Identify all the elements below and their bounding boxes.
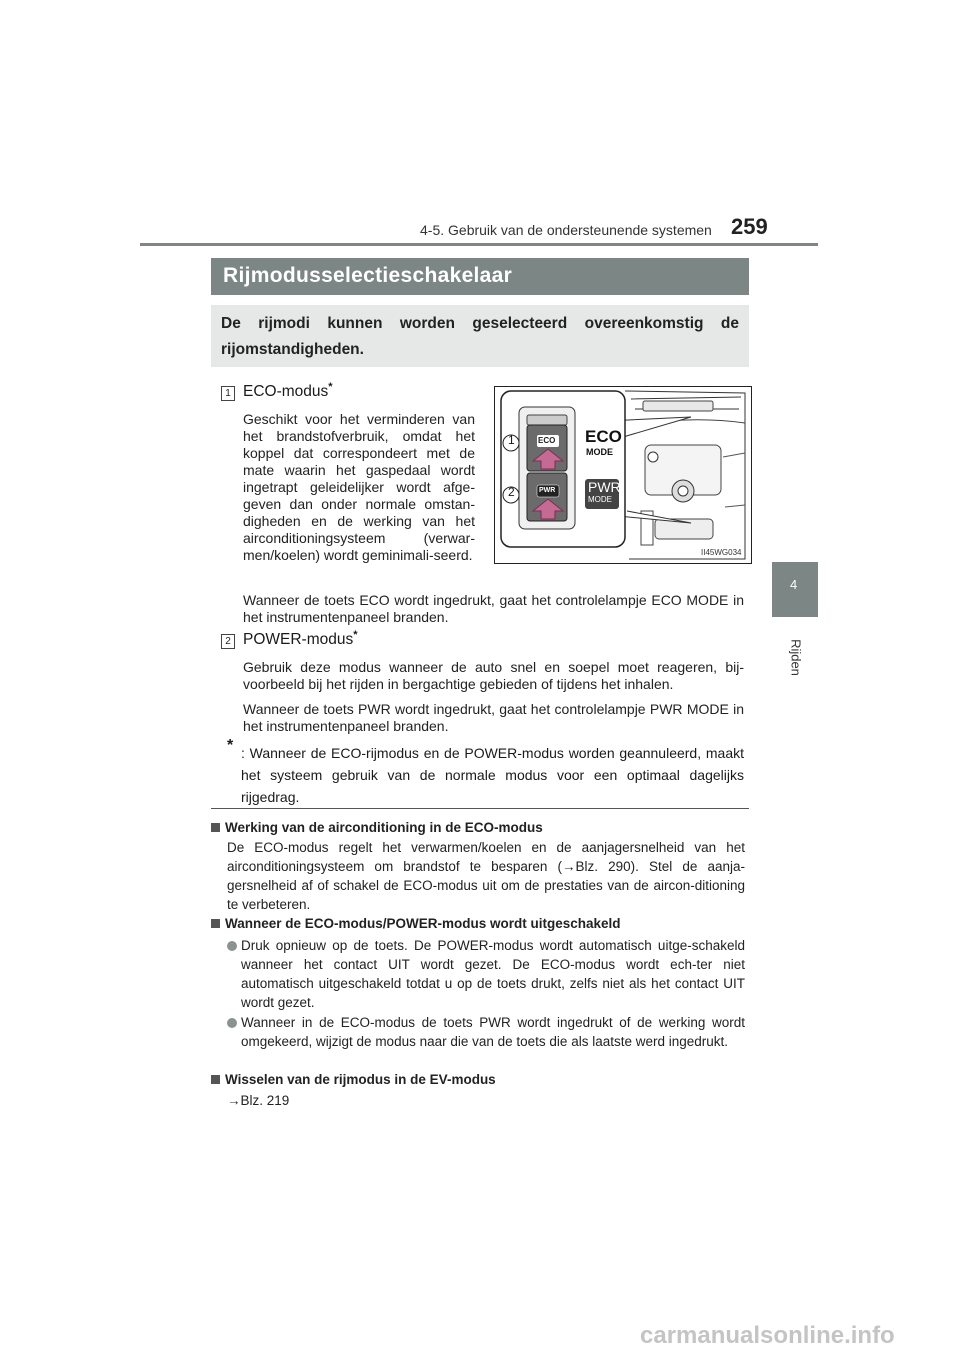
section-divider — [211, 808, 749, 809]
note-2-bullet-2: Wanneer in de ECO-modus de toets PWR wordt ingedrukt of de werking wordt omgekeerd, wijzigt de modus naar die van de toets die als laatste werd ingedrukt. — [241, 1015, 745, 1049]
round-bullet-icon — [227, 941, 237, 951]
section-breadcrumb: 4-5. Gebruik van de ondersteunende systemen — [420, 222, 712, 238]
watermark: carmanualsonline.info — [640, 1322, 895, 1349]
callout-2: 2 — [508, 485, 515, 499]
section-title: Rijmodusselectieschakelaar — [223, 264, 513, 287]
eco-indicator-top: ECO — [585, 427, 622, 446]
pwr-button-label: PWR — [539, 487, 556, 494]
round-bullet-icon — [227, 1018, 237, 1028]
note-1-heading: Werking van de airconditioning in de ECO-modus — [211, 820, 543, 835]
square-bullet-icon — [211, 1075, 220, 1084]
note-3-page-ref[interactable]: →Blz. 219 — [227, 1093, 290, 1108]
item-1-heading: ECO-modus* — [243, 381, 333, 401]
item-2-number: 2 — [221, 634, 235, 649]
item-2-indicator-note: Wanneer de toets PWR wordt ingedrukt, gaat het controlelampje PWR MODE in het instrumentenpaneel branden. — [243, 701, 744, 734]
note-2-bullet-1: Druk opnieuw op de toets. De POWER-modus wordt automatisch uitge-schakeld wanneer het contact UIT wordt gezet. De ECO-modus wordt ech-ter niet automatisch uitgeschakeld totdat u op de toets drukt, zelfs niet als het contact UIT wordt gezet. — [241, 938, 745, 1010]
item-1-indicator-note: Wanneer de toets ECO wordt ingedrukt, gaat het controlelampje ECO MODE in het instrumentenpaneel branden. — [243, 592, 744, 625]
square-bullet-icon — [211, 823, 220, 832]
note-2-heading: Wanneer de ECO-modus/POWER-modus wordt uitgeschakeld — [211, 916, 621, 931]
pwr-indicator-bottom: MODE — [588, 495, 612, 504]
asterisk-marker: * — [353, 629, 358, 641]
chapter-number: 4 — [790, 577, 798, 592]
header-rule — [140, 243, 818, 246]
pwr-indicator-top: PWR — [588, 479, 621, 495]
intro-text: De rijmodi kunnen worden geselecteerd overeenkomstig de rijomstandigheden. — [221, 315, 739, 358]
page-number: 259 — [731, 214, 768, 239]
asterisk-marker: * — [328, 381, 333, 393]
item-1-number: 1 — [221, 386, 235, 401]
footnote-marker: * — [227, 737, 234, 754]
figure-code: II45WG034 — [701, 548, 742, 557]
square-bullet-icon — [211, 919, 220, 928]
note-3-heading: Wisselen van de rijmodus in de EV-modus — [211, 1072, 496, 1087]
chapter-label: Rijden — [788, 639, 804, 676]
console-drawing — [495, 387, 751, 563]
eco-indicator-bottom: MODE — [586, 447, 613, 457]
switch-illustration — [494, 386, 752, 564]
item-2-description: Gebruik deze modus wanneer de auto snel en soepel moet reageren, bij-voorbeeld bij het rijden in bergachtige gebieden of tijdens het inhalen. — [243, 659, 744, 692]
item-1-description: Geschikt voor het verminderen van het brandstofverbruik, omdat het koppel dat correspondeert met de mate waarin het gaspedaal wordt ingetrapt geleidelijker wordt afge-geven dan onder normale omstan-digheden en de werking van het airconditioningsysteem (verwar-men/koelen) wordt geminimali-seerd. — [243, 411, 475, 563]
eco-button-label: ECO — [538, 436, 556, 445]
item-2-heading: POWER-modus* — [243, 629, 358, 649]
callout-1: 1 — [508, 433, 515, 447]
note-1-text: De ECO-modus regelt het verwarmen/koelen en de aanjagersnelheid van het airconditioningsysteem om brandstof te besparen (→Blz. 290). Stel de aanja-gersnelheid af of schakel de ECO-modus uit om de prestaties van de aircon-ditioning te verbeteren. — [227, 840, 745, 912]
footnote-text: : Wanneer de ECO-rijmodus en de POWER-modus worden geannuleerd, maakt het systeem gebruik van de normale modus voor een optimaal dagelijks rijgedrag. — [241, 745, 744, 805]
